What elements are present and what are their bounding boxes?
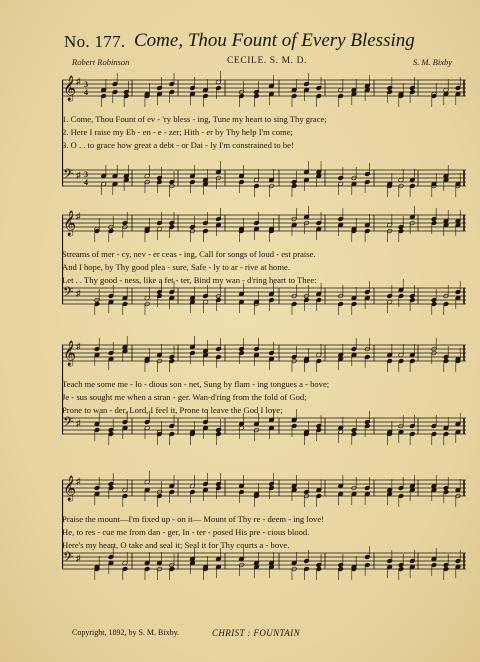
bass-clef-icon: 𝄢	[63, 166, 74, 185]
sharp-icon: ♯	[76, 553, 81, 563]
hymn-header	[64, 30, 444, 56]
treble-staff	[62, 206, 466, 242]
lyrics-block-4	[62, 513, 466, 553]
treble-staff	[62, 336, 466, 372]
treble-clef-icon: 𝄞	[63, 76, 77, 101]
sharp-icon: ♯	[76, 170, 81, 180]
time-signature-icon: 3	[84, 170, 88, 179]
topic-label: CHRIST : FOUNTAIN	[212, 628, 300, 638]
treble-clef-icon: 𝄞	[63, 476, 77, 501]
sharp-icon: ♯	[76, 76, 81, 86]
lyric-line: He, to res - cue me from dan - ger, In - ter - posed His pre - cious blood.	[62, 527, 310, 538]
lyric-line: Streams of mer - cy, nev - er ceas - ing, Call for songs of loud - est praise.	[62, 249, 316, 259]
lyric-line: 2. Here I raise my Eb - en - e - zer; Hith - er by Thy help I'm come;	[62, 127, 293, 138]
svg-text:4: 4	[84, 178, 88, 187]
lyric-line: Here's my heart, O take and seal it; Seal it for Thy courts a - bove.	[62, 540, 290, 551]
sharp-icon: ♯	[76, 341, 81, 351]
lyric-line: Je - sus sought me when a stran - ger. Wan-d'ring from the fold of God;	[62, 392, 307, 403]
sharp-icon: ♯	[76, 211, 81, 221]
copyright-notice: Copyright, 1892, by S. M. Bixby.	[72, 628, 180, 637]
treble-staff	[62, 71, 466, 107]
sharp-icon: ♯	[76, 476, 81, 486]
bass-clef-icon: 𝄢	[63, 549, 74, 568]
lyric-line: 3. O . . to grace how great a debt - or Dai - ly I'm constrained to be!	[62, 140, 294, 151]
lyricist-credit: Robert Robinson	[72, 57, 130, 67]
treble-clef-icon: 𝄞	[63, 211, 77, 236]
hymn-title: Come, Thou Fount of Every Blessing	[134, 30, 415, 51]
hymn-number: No. 177.	[64, 32, 126, 51]
bass-staff	[62, 161, 466, 197]
sharp-icon: ♯	[76, 288, 81, 298]
treble-clef-icon: 𝄞	[63, 341, 77, 366]
lyric-line: Teach me some me - lo - dious son - net, Sung by flam - ing tongues a - bove;	[62, 379, 330, 389]
lyric-line: Let . . Thy good - ness, like a fet - ter, Bind my wan - d'ring heart to Thee:	[62, 275, 317, 286]
sharp-icon: ♯	[76, 418, 81, 428]
composer-credit: S. M. Bixby	[412, 57, 452, 67]
bass-clef-icon: 𝄢	[63, 284, 74, 303]
lyrics-block-3	[62, 378, 466, 418]
lyrics-block-1	[62, 113, 466, 153]
lyric-line: 1. Come, Thou Fount of ev - 'ry bless - ing, Tune my heart to sing Thy grace;	[62, 114, 327, 124]
lyric-line: Prone to wan - der, Lord, I feel it, Prone to leave the God I love;	[62, 405, 283, 416]
lyric-line: And I hope, by Thy good plea - sure, Safe - ly to ar - rive at home.	[62, 262, 290, 273]
bass-clef-icon: 𝄢	[63, 414, 74, 433]
lyric-line: Praise the mount—I'm fixed up - on it— Mount of Thy re - deem - ing love!	[62, 514, 325, 524]
hymn-credits	[72, 57, 452, 69]
tune-name: CECILE. S. M. D.	[227, 56, 308, 66]
svg-text:4: 4	[84, 88, 88, 97]
treble-staff	[62, 471, 466, 507]
lyrics-block-2	[62, 248, 466, 288]
time-signature-icon: 3	[84, 80, 88, 89]
